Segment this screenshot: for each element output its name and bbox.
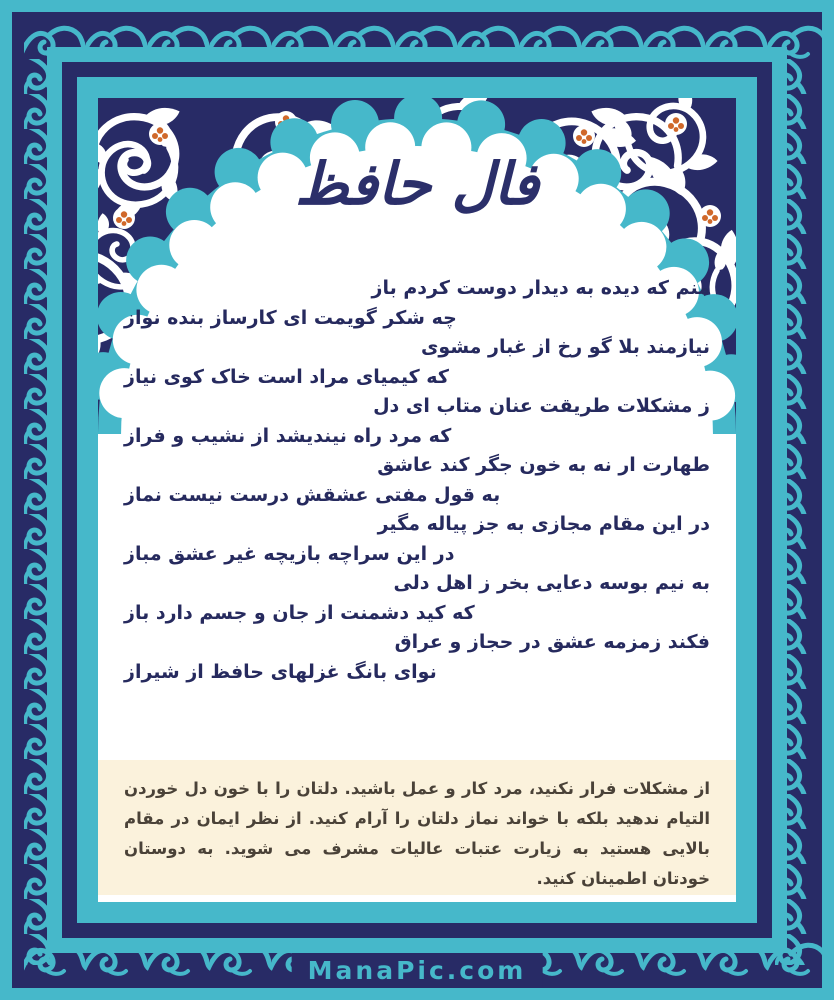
poem-hemistich: فکند زمزمه عشق در حجاز و عراق — [394, 631, 710, 653]
poem-hemistich: در این مقام مجازی به جز پیاله مگیر — [377, 513, 710, 535]
poem-hemistich: نوای بانگ غزلهای حافظ از شیراز — [124, 660, 437, 683]
poem-hemistich: نیازمند بلا گو رخ از غبار مشوی — [421, 336, 710, 358]
poem-hemistich: در این سراچه بازیچه غیر عشق مباز — [124, 542, 455, 565]
poem-hemistich: که کید دشمنت از جان و جسم دارد باز — [124, 601, 475, 624]
poem-hemistich: که مرد راه نیندیشد از نشیب و فراز — [124, 424, 452, 447]
poem-hemistich: ز مشکلات طریقت عنان متاب ای دل — [373, 395, 710, 417]
watermark-text: ManaPic.com — [292, 953, 543, 988]
poem-hemistich: منم که دیده به دیدار دوست کردم باز — [371, 277, 710, 299]
poem-hemistich: طهارت ار نه به خون جگر کند عاشق — [377, 454, 710, 476]
interpretation-box: از مشکلات فرار نکنید، مرد کار و عمل باشید. دلتان را با خون دل خوردن التیام ندهید بلکه با خواند نماز دلتان را آرام کنید. از نظر ایمان در مقام بالایی هستید به زیارت عتبات عالیات مشرف می شوید. به دوستان خودتان اطمینان کنید. — [98, 760, 736, 895]
poem-block — [98, 274, 736, 687]
page-title: فال حافظ — [294, 150, 540, 218]
card-interior — [98, 98, 736, 902]
poem-hemistich: به قول مفتی عشقش درست نیست نماز — [124, 483, 501, 506]
poem-hemistich: چه شکر گویمت ای کارساز بنده نواز — [124, 306, 457, 329]
poem-hemistich: به نیم بوسه دعایی بخر ز اهل دلی — [393, 572, 710, 594]
poem-hemistich: که کیمیای مراد است خاک کوی نیاز — [124, 365, 449, 388]
